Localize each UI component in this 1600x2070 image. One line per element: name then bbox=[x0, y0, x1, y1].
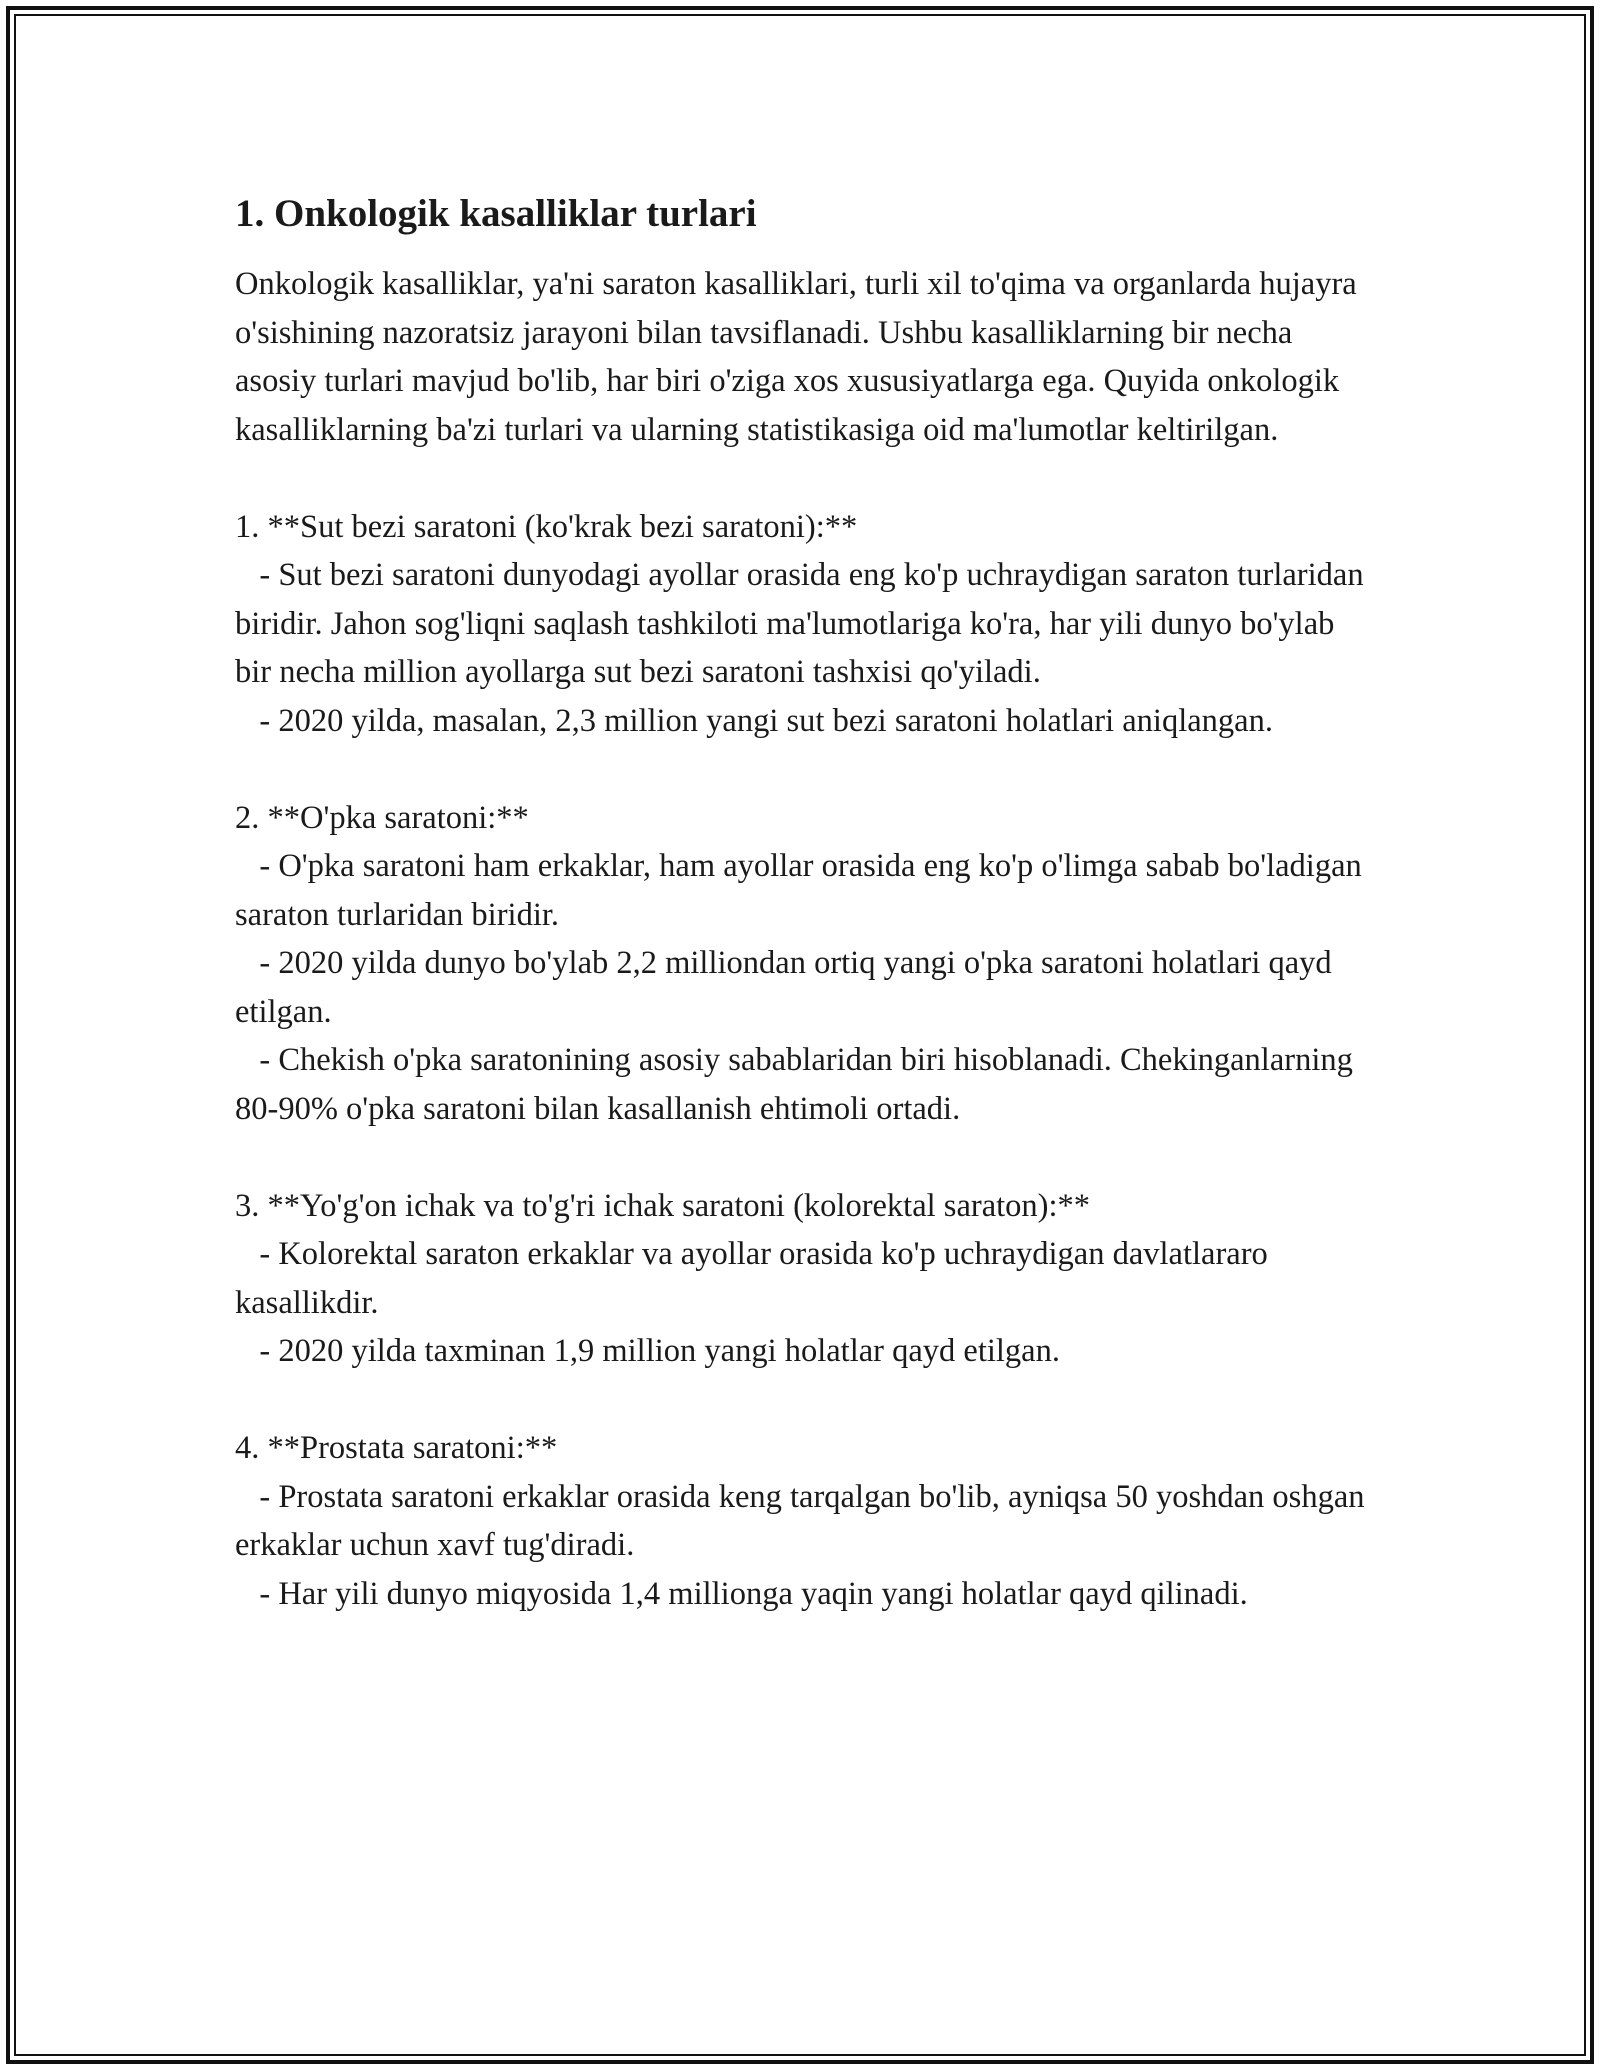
section-title: 3. **Yo'g'on ichak va to'g'ri ichak saratoni (kolorektal saraton):** bbox=[235, 1187, 1090, 1224]
intro-paragraph: Onkologik kasalliklar, ya'ni saraton kasalliklari, turli xil to'qima va organlarda hujayra o'sishining nazoratsiz jarayoni bilan tavsiflanadi. Ushbu kasalliklarning bir necha asosiy turlari mavjud bo'lib, har biri o'ziga xos xususiyatlarga ega. Quyida onkologik kasalliklarning ba'zi turlari va ularning statistikasiga oid ma'lumotlar keltirilgan. bbox=[235, 266, 1365, 448]
section-prostata bbox=[235, 1424, 1375, 1618]
section-heading: 1. Onkologik kasalliklar turlari bbox=[235, 192, 757, 235]
section-title: 2. **O'pka saratoni:** bbox=[235, 799, 529, 836]
bullet-item: - Sut bezi saratoni dunyodagi ayollar orasida eng ko'p uchraydigan saraton turlaridan biridir. Jahon sog'liqni saqlash tashkiloti ma'lumotlariga ko'ra, har yili dunyo bo'ylab bir necha million ayollarga sut bezi saratoni tashxisi qo'yiladi. bbox=[235, 557, 1372, 690]
bullet-item: - O'pka saratoni ham erkaklar, ham ayollar orasida eng ko'p o'limga sabab bo'ladigan saraton turlaridan biridir. bbox=[235, 848, 1370, 933]
bullet-item: - 2020 yilda taxminan 1,9 million yangi holatlar qayd etilgan. bbox=[235, 1333, 1060, 1369]
section-kolorektal bbox=[235, 1182, 1375, 1376]
section-sut-bezi bbox=[235, 503, 1375, 746]
bullet-item: - 2020 yilda dunyo bo'ylab 2,2 milliondan ortiq yangi o'pka saratoni holatlari qayd etilgan. bbox=[235, 945, 1340, 1030]
section-title: 1. **Sut bezi saratoni (ko'krak bezi saratoni):** bbox=[235, 508, 858, 545]
bullet-item: - Har yili dunyo miqyosida 1,4 millionga yaqin yangi holatlar qayd qilinadi. bbox=[235, 1575, 1248, 1612]
bullet-item: - 2020 yilda, masalan, 2,3 million yangi sut bezi saratoni holatlari aniqlangan. bbox=[235, 702, 1273, 739]
bullet-item: - Prostata saratoni erkaklar orasida keng tarqalgan bo'lib, ayniqsa 50 yoshdan oshgan erkaklar uchun xavf tug'diradi. bbox=[235, 1478, 1373, 1563]
section-title: 4. **Prostata saratoni:** bbox=[235, 1430, 558, 1466]
document-body bbox=[235, 188, 1375, 1618]
section-opka bbox=[235, 794, 1375, 1134]
bullet-item: - Chekish o'pka saratonining asosiy sabablaridan biri hisoblanadi. Chekinganlarning 80-90% o'pka saratoni bilan kasallanish ehtimoli ortadi. bbox=[235, 1042, 1361, 1127]
bullet-item: - Kolorektal saraton erkaklar va ayollar orasida ko'p uchraydigan davlatlararo kasallikdir. bbox=[235, 1236, 1276, 1321]
